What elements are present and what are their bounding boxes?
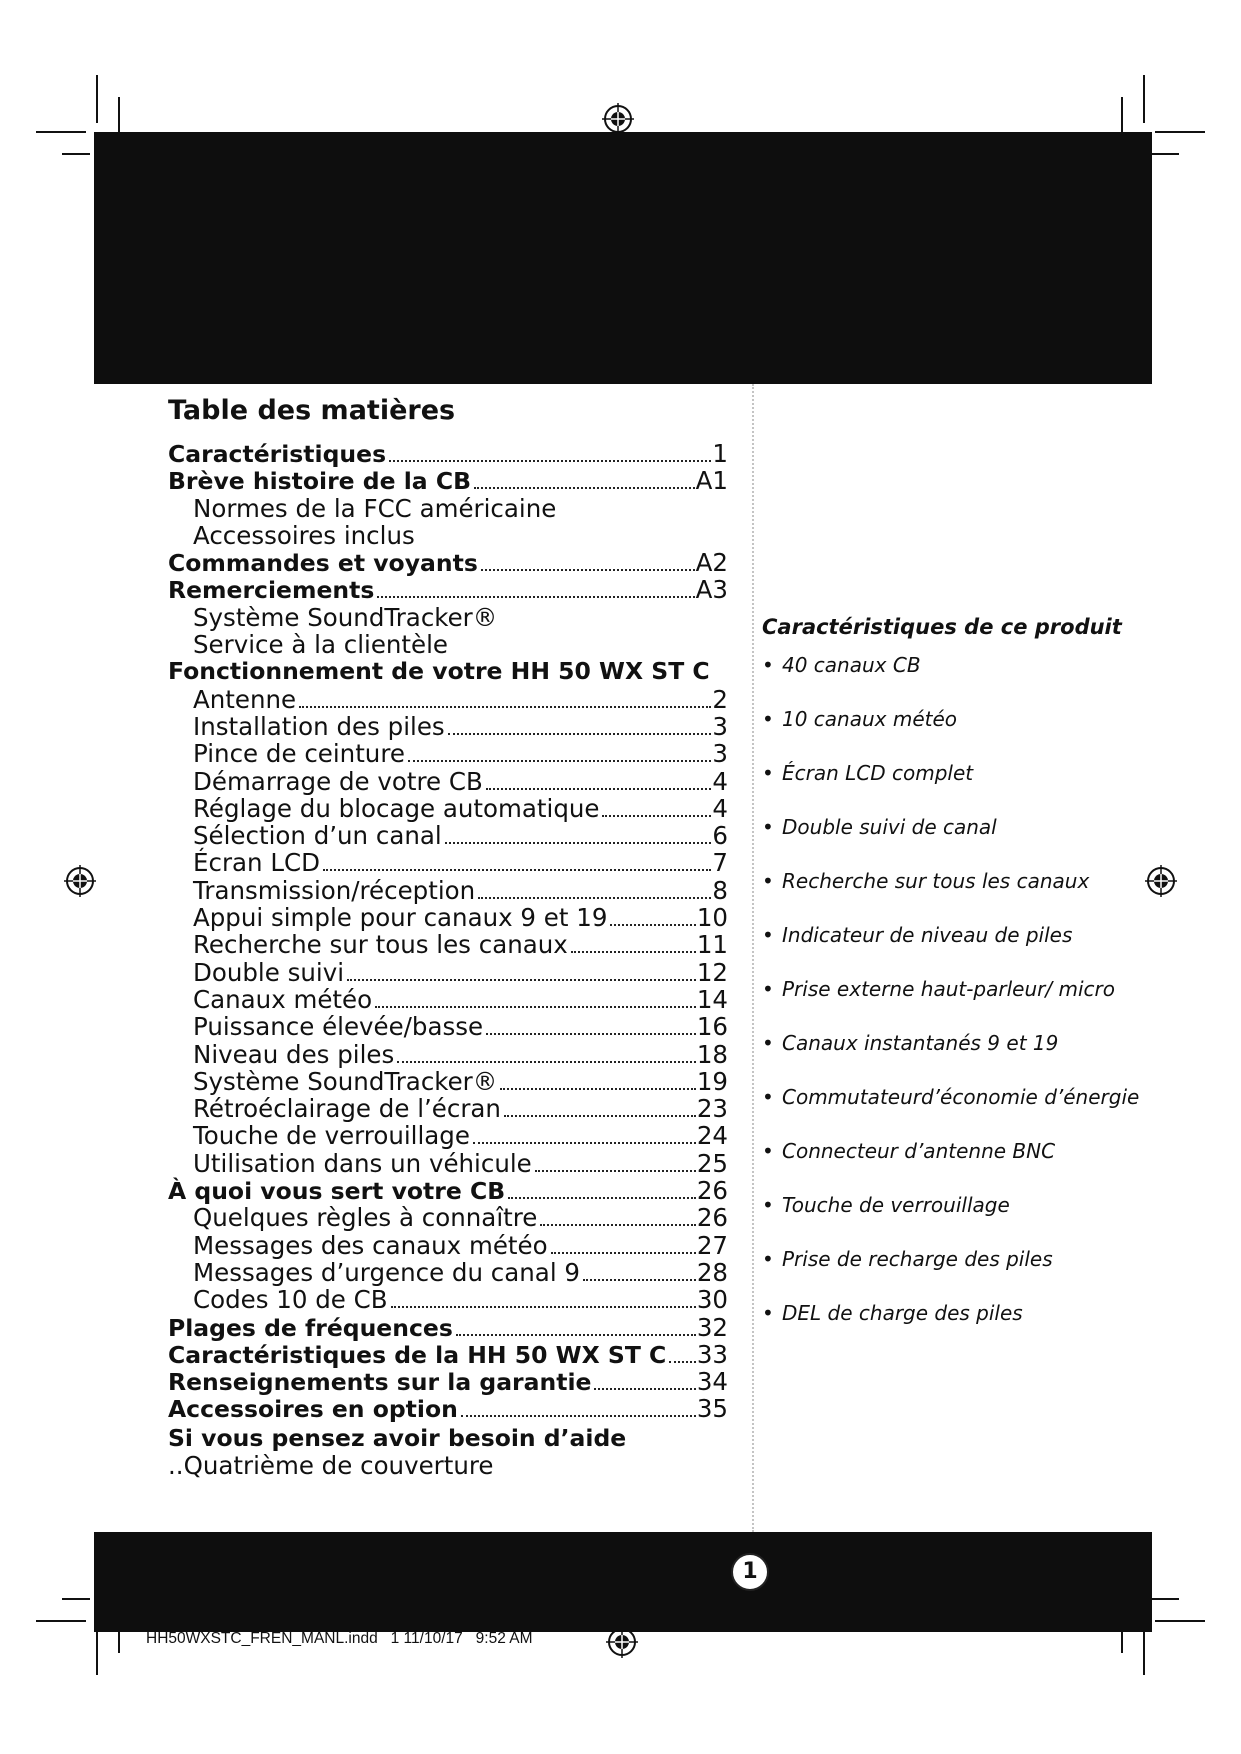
dot-leader <box>299 706 711 708</box>
bullet-icon: • <box>762 1031 774 1055</box>
toc-entry-page: 33 <box>696 1339 728 1369</box>
toc-entry <box>168 522 728 549</box>
crop-mark <box>62 1598 90 1600</box>
toc-entry-label: Normes de la FCC américaine <box>193 493 557 523</box>
toc-entry-label: Écran LCD <box>193 848 320 878</box>
crop-mark <box>96 75 98 123</box>
toc-entry-label: Messages des canaux météo <box>193 1230 548 1260</box>
toc-entry-label: Installation des piles <box>193 711 445 741</box>
toc-entry-label: Caractéristiques de la HH 50 WX ST C <box>168 1340 667 1369</box>
dot-leader <box>481 569 695 571</box>
feature-item <box>762 1084 1202 1110</box>
feature-text: 40 canaux CB <box>782 653 921 677</box>
toc-entry <box>168 549 728 576</box>
toc-entry-label: Double suivi <box>193 957 345 987</box>
toc-entry-page: 32 <box>696 1312 728 1342</box>
dot-leader <box>323 869 711 871</box>
bullet-icon: • <box>762 653 774 677</box>
feature-item <box>762 1246 1202 1272</box>
toc-entry-page: 35 <box>696 1394 728 1424</box>
toc-entry <box>168 467 728 494</box>
toc-entry <box>168 604 728 631</box>
toc-entry-label: Plages de fréquences <box>168 1313 453 1342</box>
registration-mark-icon <box>601 102 635 136</box>
crop-mark <box>1151 1598 1179 1600</box>
toc-entry-label: Réglage du blocage automatique <box>193 793 600 823</box>
toc-entry <box>168 822 728 849</box>
dot-leader <box>610 924 695 926</box>
dot-leader <box>669 1361 696 1363</box>
dot-leader <box>448 733 712 735</box>
toc-entry <box>168 1204 728 1231</box>
toc-entry-page: 3 <box>712 739 728 769</box>
feature-text: Connecteur d’antenne BNC <box>782 1139 1056 1163</box>
toc-entry <box>168 658 728 685</box>
dot-leader <box>478 897 711 899</box>
toc-entry-label: Démarrage de votre CB <box>193 766 483 796</box>
toc-entry-label: Transmission/réception <box>193 875 476 905</box>
dot-leader <box>377 596 694 598</box>
crop-mark <box>96 1627 98 1675</box>
toc-entry-page: 6 <box>712 821 728 851</box>
dot-leader <box>456 1334 696 1336</box>
feature-item <box>762 1138 1202 1164</box>
toc-entry-page: 7 <box>712 848 728 878</box>
feature-text: Recherche sur tous les canaux <box>782 869 1090 893</box>
toc-entry <box>168 1068 728 1095</box>
dot-leader <box>508 1197 696 1199</box>
toc-entry <box>168 1041 728 1068</box>
feature-text: Commutateurd’économie d’énergie <box>782 1085 1140 1109</box>
dot-leader <box>486 788 712 790</box>
dot-leader <box>571 951 696 953</box>
toc-entry-page: 12 <box>696 957 728 987</box>
toc-entry-label: Caractéristiques <box>168 440 387 468</box>
dot-leader <box>535 1170 696 1172</box>
toc-entry-label: Système SoundTracker® <box>193 602 498 632</box>
toc-entry <box>168 1232 728 1259</box>
feature-text: Prise de recharge des piles <box>782 1247 1053 1271</box>
toc-entry-page: 3 <box>712 711 728 741</box>
footer-band <box>94 1532 1152 1632</box>
toc-entry-page: 1 <box>712 439 728 468</box>
crop-mark <box>1143 1627 1145 1675</box>
feature-text: Prise externe haut-parleur/ micro <box>782 977 1115 1001</box>
bullet-icon: • <box>762 815 774 839</box>
toc-title: Table des matières <box>168 395 456 426</box>
toc-entry-label: Accessoires en option <box>168 1395 458 1424</box>
toc-entry-page: A3 <box>695 575 728 605</box>
toc-entry <box>168 1395 728 1422</box>
features-title: Caractéristiques de ce produit <box>762 615 1122 639</box>
feature-text: Canaux instantanés 9 et 19 <box>782 1031 1059 1055</box>
crop-mark <box>36 1620 86 1622</box>
toc-entry-page: A1 <box>695 466 728 496</box>
feature-text: 10 canaux météo <box>782 707 958 731</box>
toc-entry <box>168 1314 728 1341</box>
feature-item <box>762 652 1202 678</box>
feature-item <box>762 814 1202 840</box>
toc-entry-page: ..Quatrième de couverture <box>168 1450 494 1480</box>
bullet-icon: • <box>762 977 774 1001</box>
dot-leader <box>473 1142 696 1144</box>
toc-entry-label: Pince de ceinture <box>193 739 405 769</box>
dot-leader <box>408 760 711 762</box>
toc-entry-label: Recherche sur tous les canaux <box>193 930 568 960</box>
toc-entry-page: 19 <box>696 1066 728 1096</box>
toc-list <box>168 440 728 1423</box>
toc-entry <box>168 795 728 822</box>
toc-entry-page: A2 <box>695 548 728 578</box>
toc-entry-page: 34 <box>696 1367 728 1397</box>
dot-leader <box>445 842 712 844</box>
toc-entry <box>168 713 728 740</box>
toc-entry <box>168 1095 728 1122</box>
dot-leader <box>461 1415 696 1417</box>
toc-entry-page: 26 <box>696 1203 728 1233</box>
bullet-icon: • <box>762 1139 774 1163</box>
crop-mark <box>1151 153 1179 155</box>
column-divider <box>752 384 754 1532</box>
toc-entry-page: 11 <box>696 930 728 960</box>
features-list <box>762 652 1202 1326</box>
toc-entry-page: 30 <box>696 1285 728 1315</box>
toc-entry <box>168 686 728 713</box>
toc-entry <box>168 440 728 467</box>
toc-entry <box>168 959 728 986</box>
toc-entry-page: 18 <box>696 1039 728 1069</box>
toc-entry <box>168 904 728 931</box>
toc-entry-label: Service à la clientèle <box>193 630 448 660</box>
feature-text: Indicateur de niveau de piles <box>782 923 1073 947</box>
dot-leader <box>391 1306 696 1308</box>
bullet-icon: • <box>762 1193 774 1217</box>
toc-entry-page: 4 <box>712 766 728 796</box>
bullet-icon: • <box>762 1247 774 1271</box>
toc-entry-label: Renseignements sur la garantie <box>168 1368 592 1397</box>
dot-leader <box>602 815 711 817</box>
bullet-icon: • <box>762 1085 774 1109</box>
bullet-icon: • <box>762 869 774 893</box>
toc-entry-label: Appui simple pour canaux 9 et 19 <box>193 903 608 933</box>
bullet-icon: • <box>762 1301 774 1325</box>
toc-entry <box>168 1150 728 1177</box>
dot-leader <box>504 1115 696 1117</box>
dot-leader <box>347 979 696 981</box>
feature-item <box>762 976 1202 1002</box>
toc-entry-label: Canaux météo <box>193 984 373 1014</box>
dot-leader <box>375 1006 696 1008</box>
toc-entry <box>168 768 728 795</box>
crop-mark <box>1143 75 1145 123</box>
toc-entry-label: Système SoundTracker® <box>193 1066 498 1096</box>
toc-entry-label: Sélection d’un canal <box>193 821 442 851</box>
toc-entry <box>168 1286 728 1313</box>
toc-entry-label: Fonctionnement de votre HH 50 WX ST C <box>168 657 710 686</box>
toc-entry <box>168 631 728 658</box>
toc-entry-label: Commandes et voyants <box>168 549 478 578</box>
toc-entry-page: 16 <box>696 1012 728 1042</box>
toc-entry <box>168 1368 728 1395</box>
toc-entry-page: 27 <box>696 1230 728 1260</box>
dot-leader <box>389 460 711 462</box>
header-band <box>94 132 1152 384</box>
bullet-icon: • <box>762 707 774 731</box>
toc-entry <box>168 931 728 958</box>
registration-mark-icon <box>63 864 97 898</box>
toc-entry-label: Quelques règles à connaître <box>193 1203 538 1233</box>
toc-entry <box>168 986 728 1013</box>
dot-leader <box>500 1088 696 1090</box>
toc-entry-page: 4 <box>712 793 728 823</box>
feature-text: Écran LCD complet <box>782 761 974 785</box>
crop-mark <box>1155 1620 1205 1622</box>
dot-leader <box>583 1279 696 1281</box>
toc-entry-label: Rétroéclairage de l’écran <box>193 1094 501 1124</box>
toc-entry <box>168 877 728 904</box>
feature-text: DEL de charge des piles <box>782 1301 1023 1325</box>
crop-mark <box>36 131 86 133</box>
toc-entry-page: 24 <box>696 1121 728 1151</box>
dot-leader <box>540 1224 695 1226</box>
feature-item <box>762 706 1202 732</box>
toc-entry-label: À quoi vous sert votre CB <box>168 1177 506 1206</box>
feature-item <box>762 1192 1202 1218</box>
toc-entry <box>168 1122 728 1149</box>
toc-entry-page: 8 <box>712 875 728 905</box>
bullet-icon: • <box>762 761 774 785</box>
toc-entry-page: 2 <box>712 684 728 714</box>
toc-entry <box>168 740 728 767</box>
toc-entry-label: Codes 10 de CB <box>193 1285 388 1315</box>
toc-entry <box>168 1259 728 1286</box>
toc-entry <box>168 576 728 603</box>
toc-entry-page: 28 <box>696 1257 728 1287</box>
toc-entry-label: Brève histoire de la CB <box>168 467 471 496</box>
toc-entry <box>168 849 728 876</box>
toc-entry-label: Utilisation dans un véhicule <box>193 1148 532 1178</box>
toc-entry-label: Touche de verrouillage <box>193 1121 470 1151</box>
feature-item <box>762 1300 1202 1326</box>
feature-item <box>762 760 1202 786</box>
dot-leader <box>551 1252 696 1254</box>
toc-entry-label: Accessoires inclus <box>193 520 415 550</box>
toc-entry <box>168 1341 728 1368</box>
dot-leader <box>486 1033 696 1035</box>
toc-entry-page: 14 <box>696 984 728 1014</box>
crop-mark <box>62 153 90 155</box>
toc-entry <box>168 1177 728 1204</box>
toc-entry-page: 26 <box>696 1176 728 1206</box>
feature-item <box>762 922 1202 948</box>
dot-leader <box>474 487 695 489</box>
dot-leader <box>397 1061 696 1063</box>
toc-entry-label: Antenne <box>193 684 297 714</box>
print-slug: HH50WXSTC_FREN_MANL.indd 1 11/10/17 9:52 AM <box>146 1630 533 1647</box>
toc-entry-label: Remerciements <box>168 576 375 605</box>
crop-mark <box>1155 131 1205 133</box>
toc-entry-page: 23 <box>696 1094 728 1124</box>
dot-leader <box>594 1388 695 1390</box>
feature-text: Double suivi de canal <box>782 815 997 839</box>
toc-entry-help <box>168 1424 728 1480</box>
toc-entry-label: Si vous pensez avoir besoin d’aide <box>168 1423 627 1452</box>
feature-text: Touche de verrouillage <box>782 1193 1010 1217</box>
toc-entry <box>168 495 728 522</box>
feature-item <box>762 868 1202 894</box>
toc-entry-page: 10 <box>696 903 728 933</box>
toc-entry-label: Niveau des piles <box>193 1039 395 1069</box>
product-features <box>762 612 1202 1354</box>
toc-entry <box>168 1013 728 1040</box>
page-number: 1 <box>731 1553 769 1591</box>
toc-entry-page: 25 <box>696 1148 728 1178</box>
toc-entry-label: Messages d’urgence du canal 9 <box>193 1257 580 1287</box>
table-of-contents <box>168 394 728 1480</box>
bullet-icon: • <box>762 923 774 947</box>
toc-entry-label: Puissance élevée/basse <box>193 1012 484 1042</box>
feature-item <box>762 1030 1202 1056</box>
